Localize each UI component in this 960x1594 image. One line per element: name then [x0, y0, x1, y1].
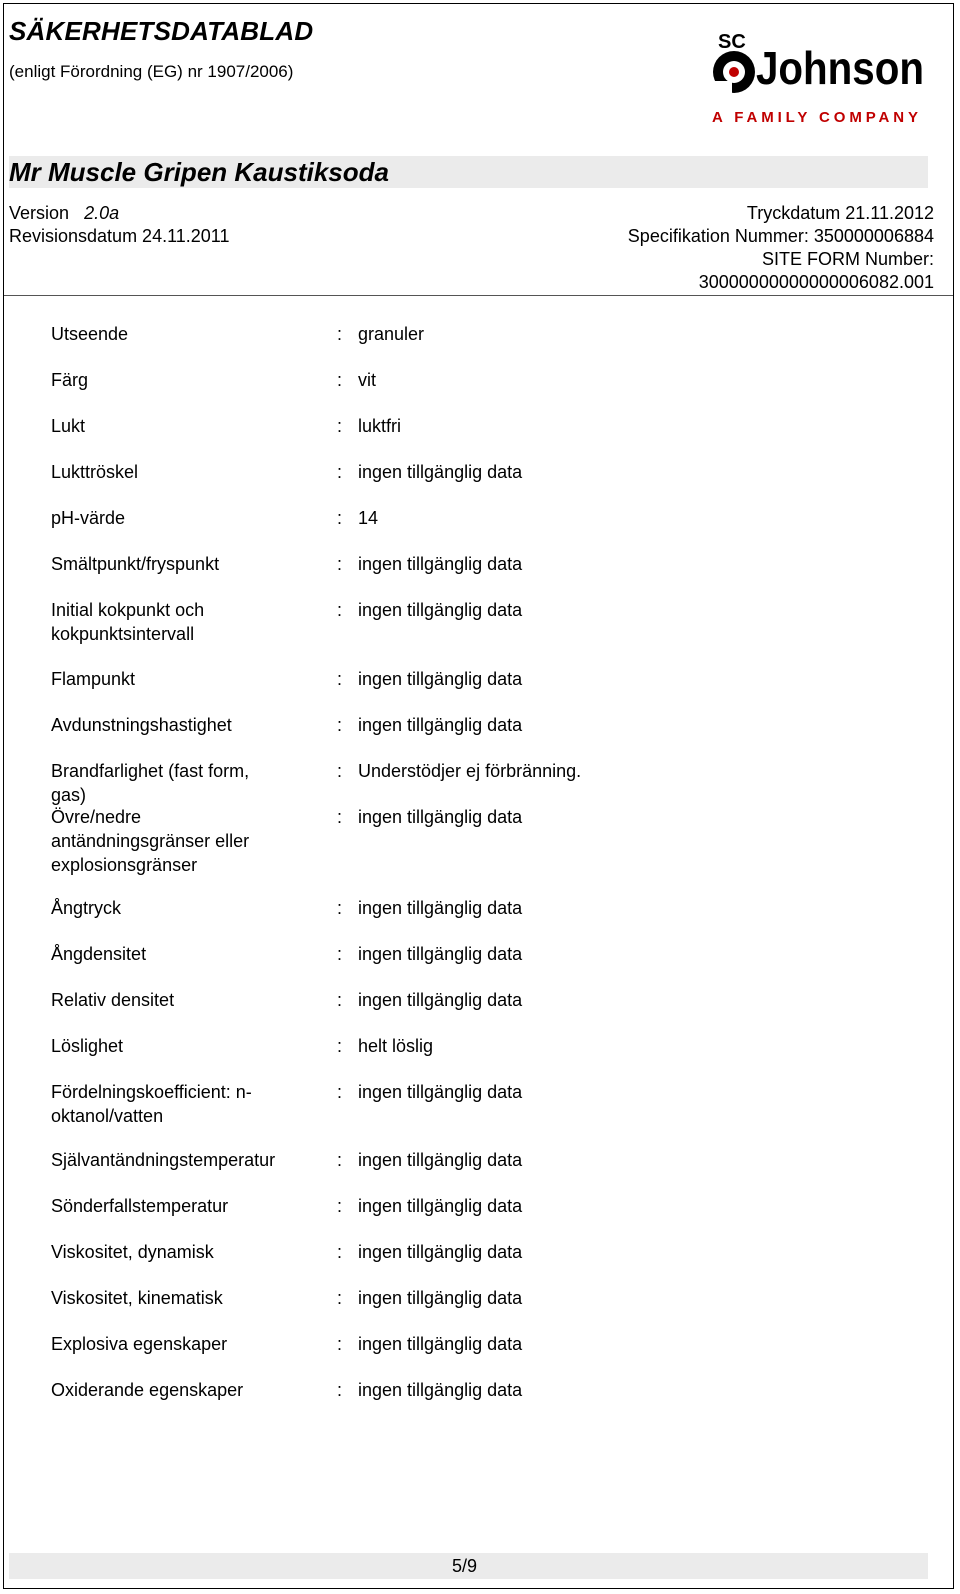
- property-label: Smältpunkt/fryspunkt: [51, 554, 220, 574]
- property-label: Fördelningskoefficient: n-oktanol/vatten: [51, 1082, 252, 1126]
- property-value: ingen tillgänglig data: [358, 669, 523, 689]
- property-label: Ångtryck: [51, 898, 122, 918]
- property-colon: :: [337, 990, 343, 1010]
- page-number: 5/9: [452, 1556, 478, 1576]
- version-line: [9, 203, 119, 224]
- property-colon: :: [337, 715, 343, 735]
- document-title: SÄKERHETSDATABLAD: [9, 16, 314, 46]
- version-value: 2.0a: [84, 203, 120, 223]
- property-label: Lukt: [51, 416, 86, 436]
- version-label: Version: [9, 203, 70, 223]
- property-label: Lukttröskel: [51, 462, 139, 482]
- header-divider: [4, 295, 953, 296]
- logo-johnson-text: Johnson: [756, 42, 924, 94]
- property-colon: :: [337, 1196, 343, 1216]
- site-form-number: 30000000000000006082.001: [698, 272, 934, 292]
- property-value: luktfri: [358, 416, 402, 436]
- property-label: Färg: [51, 370, 89, 390]
- property-colon: :: [337, 462, 343, 482]
- property-label: Sönderfallstemperatur: [51, 1196, 229, 1216]
- property-value: ingen tillgänglig data: [358, 554, 523, 574]
- property-value: ingen tillgänglig data: [358, 715, 523, 735]
- specification-number: Specifikation Nummer: 350000006884: [627, 226, 934, 246]
- property-label: pH-värde: [51, 508, 126, 528]
- property-value: 14: [358, 508, 379, 528]
- revision-date: Revisionsdatum 24.11.2011: [9, 226, 230, 246]
- property-value: ingen tillgänglig data: [358, 807, 523, 827]
- property-value: Understödjer ej förbränning.: [358, 761, 582, 781]
- property-label: Flampunkt: [51, 669, 136, 689]
- property-value: ingen tillgänglig data: [358, 1288, 523, 1308]
- property-colon: :: [337, 807, 343, 827]
- property-value: ingen tillgänglig data: [358, 1196, 523, 1216]
- property-value: granuler: [358, 324, 425, 344]
- property-colon: :: [337, 1036, 343, 1056]
- property-label: Viskositet, dynamisk: [51, 1242, 214, 1262]
- property-colon: :: [337, 324, 343, 344]
- property-label: Utseende: [51, 324, 129, 344]
- logo-tagline-text: A FAMILY COMPANY: [712, 109, 918, 126]
- print-date: Tryckdatum 21.11.2012: [746, 203, 934, 223]
- property-value: ingen tillgänglig data: [358, 990, 523, 1010]
- property-colon: :: [337, 416, 343, 436]
- site-form-label: SITE FORM Number:: [761, 249, 934, 269]
- property-label: Självantändningstemperatur: [51, 1150, 276, 1170]
- property-label: Övre/nedre antändningsgränser eller explosionsgränser: [51, 807, 250, 875]
- property-colon: :: [337, 1380, 343, 1400]
- property-colon: :: [337, 761, 343, 781]
- property-label: Oxiderande egenskaper: [51, 1380, 244, 1400]
- logo-sc-text: SC: [718, 31, 746, 53]
- property-label: Explosiva egenskaper: [51, 1334, 228, 1354]
- property-value: ingen tillgänglig data: [358, 1150, 523, 1170]
- property-colon: :: [337, 1334, 343, 1354]
- property-colon: :: [337, 669, 343, 689]
- property-colon: :: [337, 600, 343, 620]
- property-colon: :: [337, 508, 343, 528]
- property-value: ingen tillgänglig data: [358, 1334, 523, 1354]
- property-colon: :: [337, 944, 343, 964]
- property-label: Löslighet: [51, 1036, 124, 1056]
- property-label: Relativ densitet: [51, 990, 175, 1010]
- document-subtitle: (enligt Förordning (EG) nr 1907/2006): [9, 62, 294, 81]
- property-colon: :: [337, 554, 343, 574]
- property-value: ingen tillgänglig data: [358, 1380, 523, 1400]
- property-value: ingen tillgänglig data: [358, 898, 523, 918]
- property-label: Avdunstningshastighet: [51, 715, 232, 735]
- property-colon: :: [337, 370, 343, 390]
- property-colon: :: [337, 898, 343, 918]
- sc-johnson-logo: [712, 26, 934, 130]
- property-label: Viskositet, kinematisk: [51, 1288, 223, 1308]
- property-label: Ångdensitet: [51, 944, 147, 964]
- property-colon: :: [337, 1082, 343, 1102]
- property-colon: :: [337, 1150, 343, 1170]
- property-value: helt löslig: [358, 1036, 434, 1056]
- property-value: ingen tillgänglig data: [358, 1242, 523, 1262]
- property-value: ingen tillgänglig data: [358, 462, 523, 482]
- property-colon: :: [337, 1288, 343, 1308]
- property-label: Brandfarlighet (fast form, gas): [51, 761, 250, 805]
- property-value: ingen tillgänglig data: [358, 1082, 523, 1102]
- property-value: ingen tillgänglig data: [358, 944, 523, 964]
- property-value: vit: [358, 370, 376, 390]
- property-label: Initial kokpunkt och kokpunktsintervall: [51, 600, 205, 644]
- product-name: Mr Muscle Gripen Kaustiksoda: [9, 157, 389, 187]
- logo-emblem-icon: [712, 51, 755, 103]
- property-colon: :: [337, 1242, 343, 1262]
- property-value: ingen tillgänglig data: [358, 600, 523, 620]
